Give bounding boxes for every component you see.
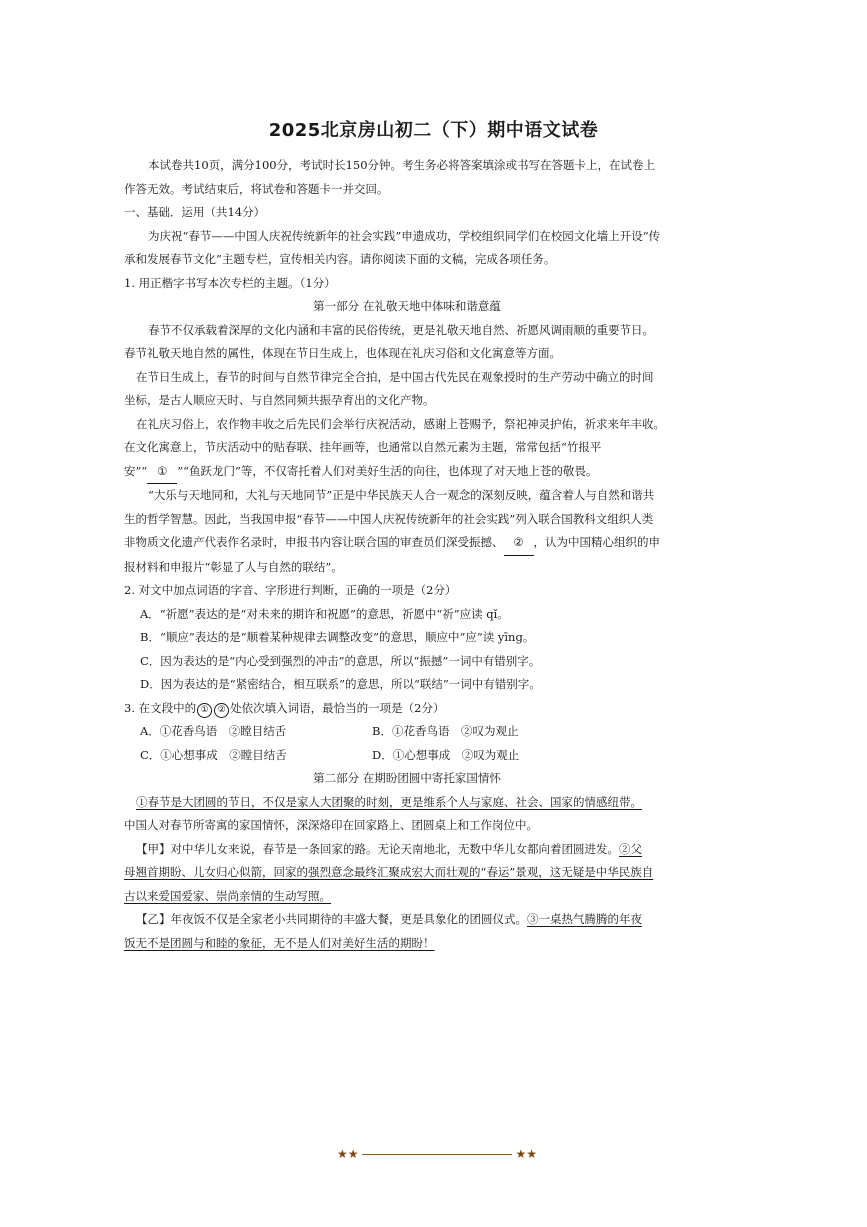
paragraph-line: 报材料和申报片“彰显了人与自然的联结”。 xyxy=(124,559,343,574)
underlined-sentence: 春节是大团圆的节日，不仅是家人大团聚的时刻，更是维系个人与家庭、社会、国家的情感纽带。 xyxy=(147,794,642,809)
paragraph-line: 坐标，是古人顺应天时、与自然同频共振孕育出的文化产物。 xyxy=(124,393,435,407)
question-2-option: B．“顺应”表达的是“顺着某种规律去调整改变”的意思，顺应中“应”读 yīng。 xyxy=(140,630,535,644)
blank-2: ② xyxy=(504,531,534,556)
question-2-option: D．因为表达的是“紧密结合，相互联系”的意思，所以“联结”一词中有错别字。 xyxy=(140,677,541,691)
text: 3. 在文段中的 xyxy=(124,700,197,715)
question-3-option-b: B．①花香鸟语 ②叹为观止 xyxy=(372,724,519,738)
text: ，认为中国精心组织的申 xyxy=(533,535,660,549)
paragraph-line: 春节礼敬天地自然的属性，体现在节日生成上，也体现在礼庆习俗和文化寓意等方面。 xyxy=(124,346,561,360)
text: 年夜饭不仅是全家老小共同期待的丰盛大餐，更是具象化的团圆仪式。 xyxy=(170,912,527,926)
paragraph-line xyxy=(124,791,690,815)
question-1: 1. 用正楷字书写本次专栏的主题。（1分） xyxy=(124,275,336,290)
blank-1: ① xyxy=(147,460,177,485)
exam-title: 2025北京房山初二（下）期中语文试卷 xyxy=(268,120,599,141)
question-3-option-c: C．①心想事成 ②瞠目结舌 xyxy=(140,747,287,762)
underlined-sentence: 母翘首期盼、儿女归心似箭，回家的强烈意念最终汇聚成宏大而壮观的“春运”景观，这无疑是中华民族自 xyxy=(124,865,654,879)
part2-heading: 第二部分 在期盼团圆中寄托家国情怀 xyxy=(313,771,501,785)
underlined-sentence: 一桌热气腾腾的年夜 xyxy=(538,912,642,926)
text: 安”“ xyxy=(124,463,148,478)
intro-line: 作答无效。考试结束后，将试卷和答题卡一并交回。 xyxy=(124,181,389,196)
tag-jia: 【甲】 xyxy=(136,841,171,856)
intro-line: 本试卷共10页，满分100分，考试时长150分钟。考生务必将答案填涂或书写在答题卡上，在试卷上 xyxy=(148,158,656,172)
sentence-mark: ② xyxy=(619,841,631,856)
underlined-sentence: 父 xyxy=(630,841,642,856)
paragraph-line: 在文化寓意上，节庆活动中的贴春联、挂年画等，也通常以自然元素为主题，常常包括“竹报平 xyxy=(124,440,602,454)
tag-yi: 【乙】 xyxy=(136,912,171,926)
underlined-sentence: 古以来爱国爱家、崇尚亲情的生动写照。 xyxy=(124,888,331,903)
text: 处依次填入词语，最恰当的一项是（2分） xyxy=(230,700,445,715)
text: 非物质文化遗产代表作名录时，申报书内容让联合国的审查员们深受振撼、 xyxy=(124,535,504,549)
question-2-option: C．因为表达的是“内心受到强烈的冲击”的意思，所以“振撼”一词中有错别字。 xyxy=(140,653,541,668)
question-3-option-a: A．①花香鸟语 ②瞠目结舌 xyxy=(140,724,287,738)
section-heading: 一、基础．运用（共14分） xyxy=(124,205,266,219)
underlined-sentence: 饭无不是团圆与和睦的象征，无不是人们对美好生活的期盼！ xyxy=(124,935,435,950)
paragraph-line xyxy=(124,460,690,485)
question-2-option: A．“祈愿”表达的是“对未来的期许和祝愿”的意思，祈愿中“祈”应读 qǐ。 xyxy=(140,606,509,621)
circled-1: ① xyxy=(197,703,212,718)
text: ”“鱼跃龙门”等，不仅寄托着人们对美好生活的向往，也体现了对天地上苍的敬畏。 xyxy=(177,463,598,478)
paragraph-line: 春节不仅承载着深厚的文化内涵和丰富的民俗传统，更是礼敬天地自然、祈愿风调雨顺的重要节日。 xyxy=(148,322,654,337)
question-3-option-d: D．①心想事成 ②叹为观止 xyxy=(372,747,520,762)
lead-line: 承和发展春节文化”主题专栏，宣传相关内容。请你阅读下面的文稿，完成各项任务。 xyxy=(124,252,556,266)
paragraph-line: 在礼庆习俗上，农作物丰收之后先民们会举行庆祝活动，感谢上苍赐予，祭祀神灵护佑，祈求来年丰收。 xyxy=(136,416,665,431)
lead-line: 为庆祝“春节——中国人庆祝传统新年的社会实践”申遗成功，学校组织同学们在校园文化墙上开设“传 xyxy=(148,228,661,243)
sentence-mark: ③ xyxy=(527,912,539,926)
question-3-options-row xyxy=(124,744,690,768)
paragraph-line: 中国人对春节所寄寓的家国情怀，深深烙印在回家路上、团圆桌上和工作岗位中。 xyxy=(124,818,538,832)
paragraph-line: 在节日生成上，春节的时间与自然节律完全合拍，是中国古代先民在观象授时的生产劳动中确立的时间 xyxy=(136,369,654,384)
question-3-options-row xyxy=(124,720,690,744)
circled-2: ② xyxy=(214,703,229,718)
page-footer-ornament xyxy=(337,1146,537,1162)
paragraph-line xyxy=(124,908,690,932)
question-2-stem: 2. 对文中加点词语的字音、字形进行判断，正确的一项是（2分） xyxy=(124,583,457,597)
paragraph-line xyxy=(124,838,690,862)
star-icon: ★★ xyxy=(337,1147,359,1161)
part1-heading: 第一部分 在礼敬天地中体味和谐意蕴 xyxy=(313,299,501,313)
star-icon: ★★ xyxy=(515,1147,537,1161)
exam-body xyxy=(124,154,690,955)
question-3-stem xyxy=(124,697,690,721)
footer-rule xyxy=(362,1154,513,1155)
paragraph-line xyxy=(124,531,690,556)
paragraph-line: 生的哲学智慧。因此，当我国申报“春节——中国人庆祝传统新年的社会实践”列入联合国教科文组织人类 xyxy=(124,511,654,526)
sentence-mark: ① xyxy=(136,794,148,809)
paragraph-line: “大乐与天地同和，大礼与天地同节”正是中华民族天人合一观念的深刻反映，蕴含着人与自然和谐共 xyxy=(148,488,655,502)
text: 对中华儿女来说，春节是一条回家的路。无论天南地北，无数中华儿女都向着团圆进发。 xyxy=(170,841,619,856)
